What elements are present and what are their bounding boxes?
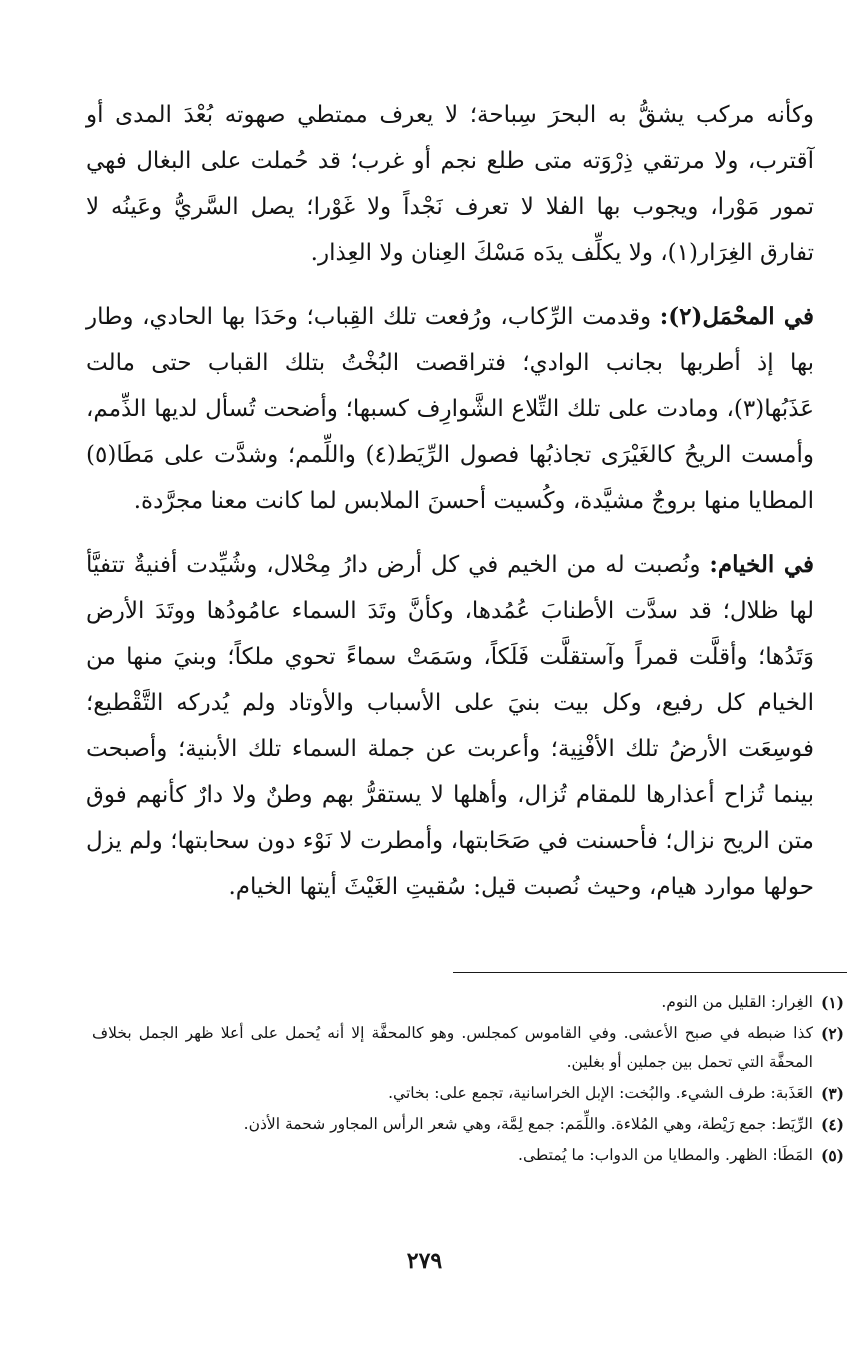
footnote-number: (٥) <box>820 1146 844 1165</box>
footnote-text: الرِّيَط: جمع رَيْطة، وهي المُلاءة. واللِّمَم: جمع لِمَّة، وهي شعر الرأس المجاور شحمة الأذن. <box>243 1115 813 1133</box>
footnote-number: (١) <box>820 993 844 1012</box>
footnote-text: المَطَا: الظهر. والمطايا من الدواب: ما يُمتطى. <box>518 1146 813 1164</box>
paragraph-mahmal <box>86 294 814 524</box>
footnote-number: (٤) <box>820 1115 844 1134</box>
section-heading-khiyam: في الخيام: <box>709 551 815 578</box>
paragraph-intro <box>86 92 814 276</box>
section-heading-mahmal: في المحْمَل(٢): <box>659 303 815 330</box>
paragraph-khiyam <box>86 542 814 910</box>
footnote-5 <box>92 1141 844 1170</box>
paragraph-text: وكأنه مركب يشقُّ به البحرَ سِباحة؛ لا يعرف ممتطي صهوته بُعْدَ المدى أو آقترب، ولا مرتقي ذِرْوَته متى طلع نجم أو غرب؛ قد حُملت على البغال فهي تمور مَوْرا، ويجوب بها الفلا لا تعرف نَجْداً ولا غَوْرا؛ يصل السَّريُّ وعَينُه لا تفارق الغِرَار(١)، ولا يكلِّف يدَه مَسْكَ العِنان ولا العِذار. <box>86 102 814 266</box>
footnote-text: الغِرار: القليل من النوم. <box>661 993 813 1011</box>
footnote-text: العَذَبة: طرف الشيء. والبُخت: الإبل الخراسانية، تجمع على: بخاتي. <box>388 1084 813 1102</box>
footnote-number: (٢) <box>820 1024 844 1043</box>
footnote-4 <box>92 1110 844 1139</box>
paragraph-text: وقدمت الرِّكاب، ورُفعت تلك القِباب؛ وحَدَا بها الحادي، وطار بها إذ أطربها بجانب الوادي؛ فتراقصت البُخْتُ بتلك القباب حتى مالت عَذَبُها(٣)، ومادت على تلك التِّلاع الشَّوارِف كسبها؛ وأضحت تُسأل لديها الذِّمم، وأمست الريحُ كالغَيْرَى تجاذبُها فصول الرِّيَط(٤) واللِّمم؛ وشدَّت على مَطَا(٥) المطايا منها بروجٌ مشيَّدة، وكُسيت أحسنَ الملابس لما كانت معنا مجرَّدة. <box>86 304 814 514</box>
footnotes <box>92 988 844 1172</box>
footnote-2 <box>92 1019 844 1077</box>
footnote-text: كذا ضبطه في صبح الأعشى. وفي القاموس كمجلس. وهو كالمحفَّة إلا أنه يُحمل على أعلا ظهر الجمل بخلاف المحفَّة التي تحمل بين جملين أو بغلين. <box>92 1024 813 1071</box>
footnote-3 <box>92 1079 844 1108</box>
main-text <box>86 92 814 910</box>
footnote-1 <box>92 988 844 1017</box>
page-number: ٢٧٩ <box>406 1248 443 1274</box>
footnote-number: (٣) <box>820 1084 844 1103</box>
footnote-divider <box>453 972 847 973</box>
paragraph-text: ونُصبت له من الخيم في كل أرض دارُ مِحْلال، وشُيِّدت أفنيةٌ تتفيَّأ لها ظلال؛ قد سدَّت الأطنابَ عُمُدها، وكأنَّ وتَدَ السماء عامُودُها ووتَدَ الأرض وَتَدُها؛ وأقلَّت قمراً وآستقلَّت فَلَكاً، وسَمَتْ سماءً تحوي ملكاً؛ وبنيَ منها من الخيام كل رفيع، وكل بيت بنيَ على الأسباب والأوتاد ولم يُدركه التَّقْطيع؛ فوسِعَت الأرضُ تلك الأفْنِية؛ وأعربت عن جملة السماء تلك الأبنية؛ وأصبحت بينما تُزاح أعذارها للمقام تُزال، وأهلها لا يستقرُّ بهم وطنٌ ولا دارٌ كأنهم فوق متن الريح نزال؛ فأحسنت في صَحَابتها، وأمطرت لا نَوْء دون سحابتها؛ ولم يزل حولها موارد هيام، وحيث نُصبت قيل: سُقيتِ الغَيْثَ أيتها الخيام. <box>86 552 814 900</box>
